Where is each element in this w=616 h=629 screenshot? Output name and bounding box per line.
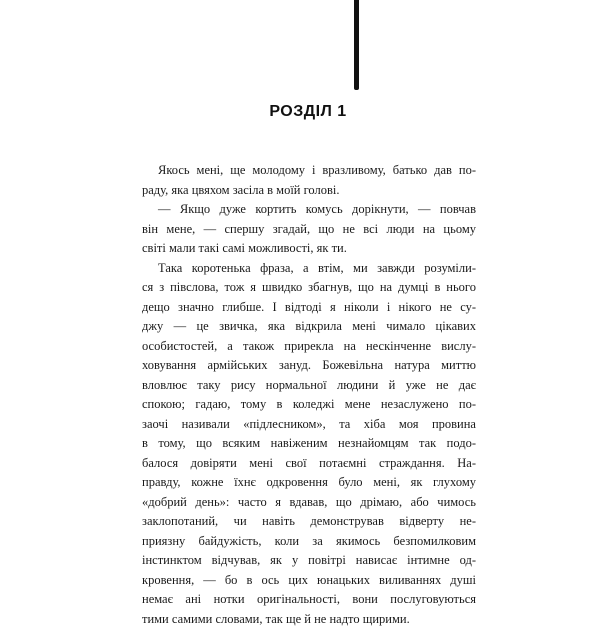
body-text bbox=[142, 161, 476, 629]
text-line: приязну байдужість, коли за якимось безпомилковим bbox=[142, 532, 476, 552]
text-line: ся з півслова, тож я швидко збагнув, що на думці в нього bbox=[142, 278, 476, 298]
text-line: заклопотаний, чи навіть демонстрував відверту не- bbox=[142, 512, 476, 532]
text-line: інстинктом відчував, як у повітрі нависає інтимне од- bbox=[142, 551, 476, 571]
text-line: ховування армійських зануд. Божевільна натура миттю bbox=[142, 356, 476, 376]
text-line: Якось мені, ще молодому і вразливому, батько дав по- bbox=[142, 161, 476, 181]
text-line: балося довіряти мені свої потаємні страждання. На- bbox=[142, 454, 476, 474]
text-line: особистостей, а також прирекла на нескінченне вислу- bbox=[142, 337, 476, 357]
bookmark-ribbon bbox=[354, 0, 359, 90]
text-line: кровення, — бо в ось цих юнацьких виливаннях душі bbox=[142, 571, 476, 591]
text-line: Така коротенька фраза, а втім, ми завжди розуміли- bbox=[142, 259, 476, 279]
text-line: тими самими словами, так ще й не надто щирими. bbox=[142, 610, 476, 629]
text-line: «добрий день»: часто я вдавав, що дрімаю, або чимось bbox=[142, 493, 476, 513]
text-line: немає ані нотки оригінальності, вони послуговуються bbox=[142, 590, 476, 610]
text-line: вловлює таку рису нормальної людини й уже не дає bbox=[142, 376, 476, 396]
chapter-title: РОЗДІЛ 1 bbox=[0, 103, 616, 121]
text-line: спокою; гадаю, тому в коледжі мене незаслужено по- bbox=[142, 395, 476, 415]
text-line: в тому, що всяким навіженим незнайомцям так подо- bbox=[142, 434, 476, 454]
text-line: світі мали такі самі можливості, як ти. bbox=[142, 239, 476, 259]
text-line: джу — це звичка, яка відкрила мені чимало цікавих bbox=[142, 317, 476, 337]
text-line: — Якщо дуже кортить комусь дорікнути, — повчав bbox=[142, 200, 476, 220]
text-line: правду, кожне їхнє одкровення було мені, як глухому bbox=[142, 473, 476, 493]
text-line: дещо значно глибше. І відтоді я ніколи і нікого не су- bbox=[142, 298, 476, 318]
text-line: він мене, — спершу згадай, що не всі люди на цьому bbox=[142, 220, 476, 240]
text-line: раду, яка цвяхом засіла в моїй голові. bbox=[142, 181, 476, 201]
text-line: заочі називали «підлесником», та хіба моя провина bbox=[142, 415, 476, 435]
